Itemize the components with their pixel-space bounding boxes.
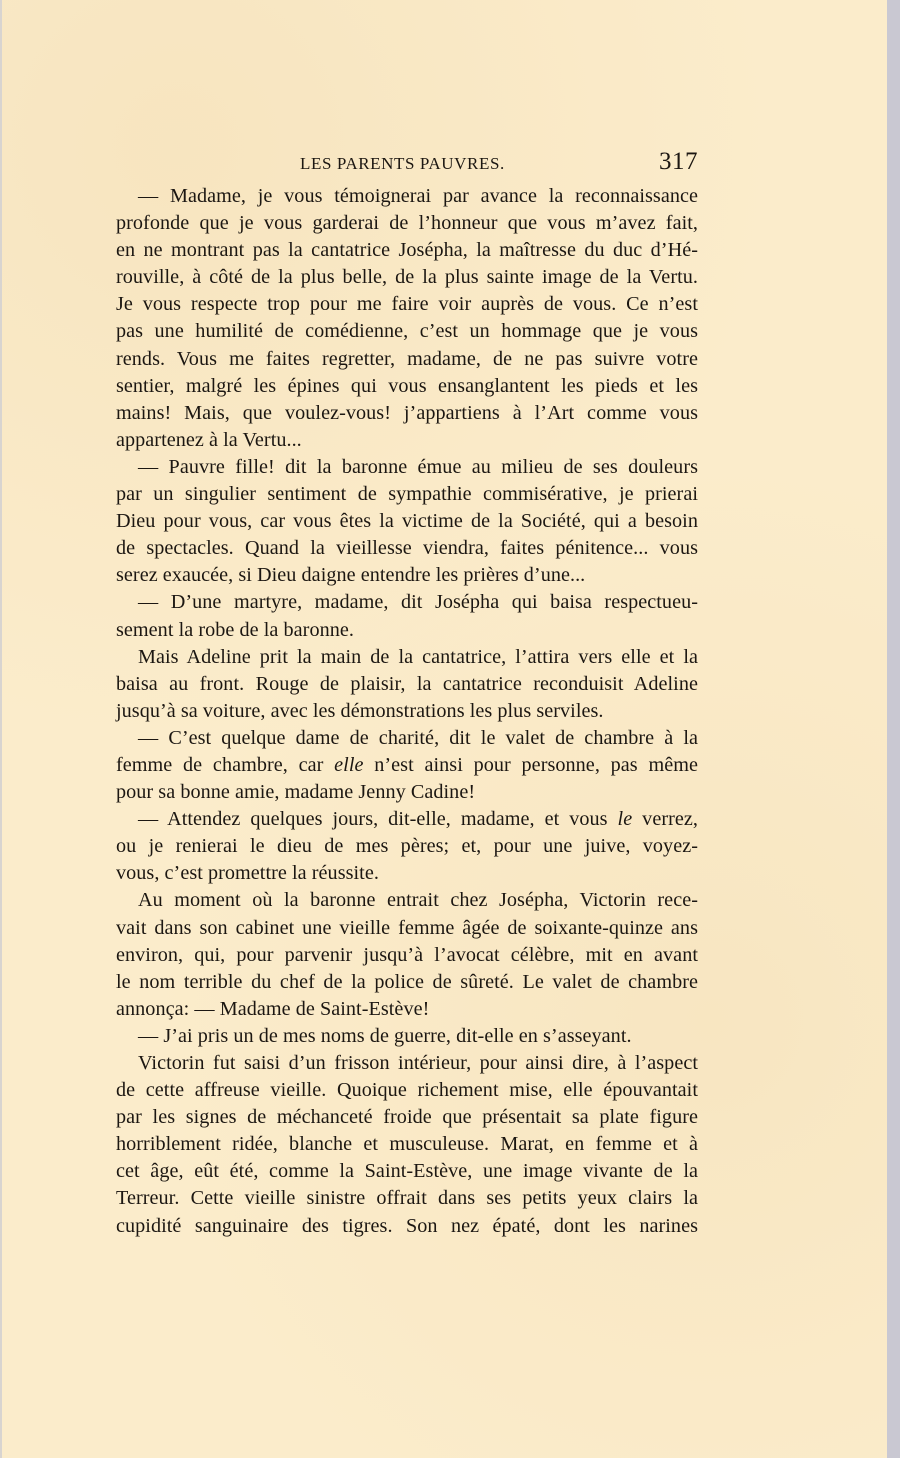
text-line: Mais Adeline prit la main de la cantatrice, l’attira vers elle et la	[138, 645, 698, 668]
body-text	[116, 183, 698, 1240]
text-line: Victorin fut saisi d’un frisson intérieur, pour ainsi dire, à l’aspect	[138, 1052, 698, 1074]
running-title: LES PARENTS PAUVRES.	[300, 154, 505, 173]
text-line: horriblement ridée, blanche et musculeuse. Marat, en femme et à	[116, 1133, 698, 1156]
text-line: par les signes de méchanceté froide que présentait sa plate figure	[116, 1106, 698, 1129]
text-line: ou je renierai le dieu de mes pères; et, pour une juive, voyez-	[116, 835, 698, 858]
text-line: — Attendez quelques jours, dit-elle, madame, et vous le verrez,	[138, 808, 698, 831]
text-line: cupidité sanguinaire des tigres. Son nez épaté, dont les narines	[116, 1214, 698, 1237]
text-line: — Madame, je vous témoignerai par avance la reconnaissance	[138, 185, 698, 207]
text-line: cet âge, eût été, comme la Saint-Estève, une image vivante de la	[116, 1160, 698, 1183]
text-line: annonça: — Madame de Saint-Estève!	[116, 997, 430, 1020]
page-edge	[0, 0, 2, 1458]
paragraph	[116, 806, 698, 887]
paragraph	[116, 1023, 698, 1050]
text-line: de cette affreuse vieille. Quoique richement mise, elle épouvantait	[116, 1079, 698, 1102]
text-line: Au moment où la baronne entrait chez Josépha, Victorin rece-	[138, 889, 698, 912]
text-line: le nom terrible du chef de la police de sûreté. Le valet de chambre	[116, 970, 698, 993]
text-line: par un singulier sentiment de sympathie commisérative, je prierai	[116, 483, 698, 506]
text-line: serez exaucée, si Dieu daigne entendre les prières d’une...	[116, 564, 586, 587]
text-line: Terreur. Cette vieille sinistre offrait dans ses petits yeux clairs la	[116, 1187, 698, 1210]
paragraph	[116, 589, 698, 643]
text-line: femme de chambre, car elle n’est ainsi pour personne, pas même	[116, 753, 698, 776]
text-line: pas une humilité de comédienne, c’est un hommage que je vous	[116, 320, 698, 343]
text-line: — J’ai pris un de mes noms de guerre, dit-elle en s’asseyant.	[138, 1024, 632, 1047]
text-line: rends. Vous me faites regretter, madame, de ne pas suivre votre	[116, 347, 698, 370]
text-line: — D’une martyre, madame, dit Josépha qui baisa respectueu-	[138, 591, 698, 614]
paragraph	[116, 183, 698, 454]
text-line: mains! Mais, que voulez-vous! j’appartiens à l’Art comme vous	[116, 401, 698, 424]
text-line: — Pauvre fille! dit la baronne émue au milieu de ses douleurs	[138, 455, 698, 478]
italic-emphasis: le	[617, 808, 633, 831]
text-line: vait dans son cabinet une vieille femme âgée de soixante-quinze ans	[116, 916, 698, 939]
paragraph	[116, 1050, 698, 1240]
text-line: appartenez à la Vertu...	[116, 428, 302, 451]
paragraph	[116, 644, 698, 725]
text-line: de spectacles. Quand la vieillesse viendra, faites pénitence... vous	[116, 537, 698, 560]
text-line: sement la robe de la baronne.	[116, 618, 354, 641]
text-line: jusqu’à sa voiture, avec les démonstrations les plus serviles.	[116, 699, 604, 722]
text-line: en ne montrant pas la cantatrice Josépha, la maîtresse du duc d’Hé-	[116, 239, 698, 262]
italic-emphasis: elle	[334, 753, 364, 776]
text-line: Dieu pour vous, car vous êtes la victime de la Société, qui a besoin	[116, 510, 698, 533]
paragraph	[116, 887, 698, 1022]
text-line: sentier, malgré les épines qui vous ensanglantent les pieds et les	[116, 374, 698, 397]
text-line: baisa au front. Rouge de plaisir, la cantatrice reconduisit Adeline	[116, 672, 698, 695]
text-line: environ, qui, pour parvenir jusqu’à l’avocat célèbre, mit en avant	[116, 943, 698, 966]
text-line: profonde que je vous garderai de l’honneur que vous m’avez fait,	[116, 212, 698, 235]
text-line: rouville, à côté de la plus belle, de la plus sainte image de la Vertu.	[116, 266, 698, 289]
text-line: Je vous respecte trop pour me faire voir auprès de vous. Ce n’est	[116, 293, 698, 316]
page-number: 317	[659, 148, 698, 175]
text-line: pour sa bonne amie, madame Jenny Cadine!	[116, 781, 476, 804]
paragraph	[116, 725, 698, 806]
text-line: — C’est quelque dame de charité, dit le valet de chambre à la	[138, 726, 698, 749]
running-head	[116, 148, 698, 178]
text-line: vous, c’est promettre la réussite.	[116, 862, 379, 885]
paragraph	[116, 454, 698, 589]
